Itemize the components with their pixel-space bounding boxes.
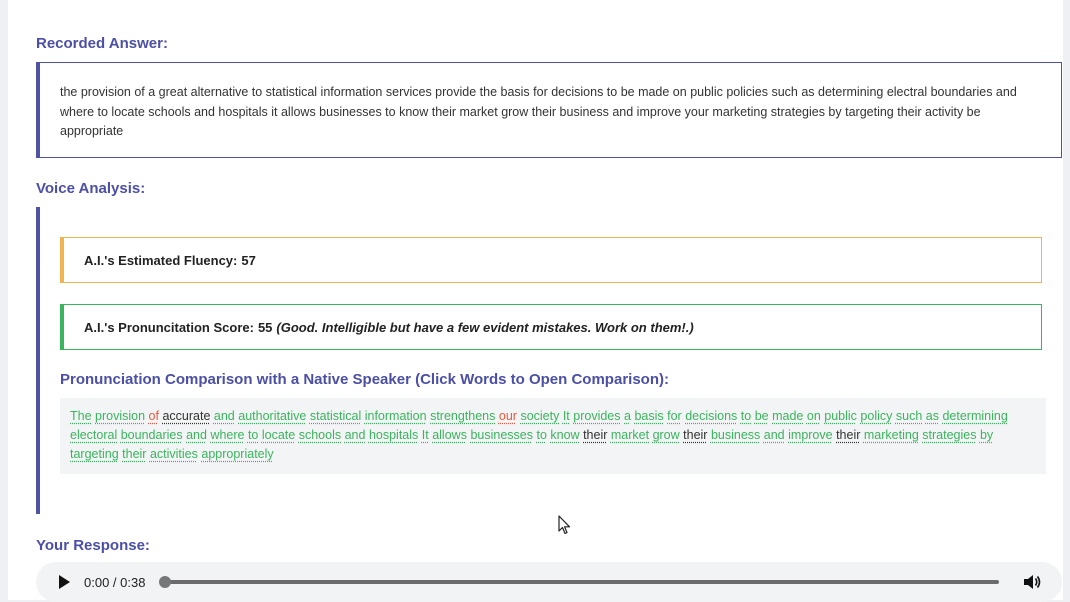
comparison-word[interactable]: marketing [863, 428, 919, 442]
play-icon [58, 575, 70, 589]
audio-player [36, 562, 1062, 602]
comparison-word[interactable]: accurate [162, 409, 211, 423]
comparison-word[interactable]: It [562, 409, 570, 423]
comparison-word[interactable]: and [186, 428, 207, 442]
main-panel [8, 0, 1063, 600]
analysis-accent-bar [36, 207, 40, 514]
comparison-word[interactable]: their [583, 428, 608, 442]
pronunciation-box [60, 304, 1042, 350]
comparison-word[interactable]: on [806, 409, 821, 423]
recorded-answer-title: Recorded Answer: [36, 35, 168, 52]
comparison-word[interactable]: appropriately [201, 447, 274, 461]
volume-button[interactable] [1019, 568, 1047, 596]
pronunciation-comment: (Good. Intelligible but have a few evident mistakes. Work on them!.) [276, 319, 694, 335]
comparison-word[interactable]: electoral [70, 428, 118, 442]
comparison-word[interactable]: a [624, 409, 631, 423]
time-display: 0:00 / 0:38 [84, 574, 146, 590]
comparison-word[interactable]: allows [432, 428, 467, 442]
recorded-answer-text: the provision of a great alternative to statistical information services provide the basis for decisions to be made on public policies such as determining electral boundaries and where to locate schools and hospitals it allows businesses to know their market grow their business and improve your marketing strategies by targeting their activity be appropriate [60, 85, 1017, 138]
comparison-word[interactable]: statistical [309, 409, 362, 423]
comparison-word[interactable]: to [536, 428, 547, 442]
comparison-word[interactable]: It [421, 428, 429, 442]
comparison-word[interactable]: to [740, 409, 752, 423]
comparison-word[interactable]: activities [149, 447, 198, 461]
comparison-word[interactable]: strategies [922, 428, 977, 442]
comparison-word[interactable]: determining [942, 409, 1008, 423]
comparison-word[interactable]: boundaries [120, 428, 183, 442]
comparison-word[interactable]: information [364, 409, 427, 423]
your-response-title: Your Response: [36, 537, 150, 554]
comparison-words-box [60, 398, 1046, 474]
comparison-word[interactable]: improve [788, 428, 833, 442]
mouse-cursor-icon [558, 515, 572, 535]
comparison-word[interactable]: know [550, 428, 580, 442]
comparison-word[interactable]: their [122, 447, 147, 461]
fluency-box [60, 237, 1042, 283]
comparison-word[interactable]: schools [298, 428, 342, 442]
comparison-word[interactable]: our [498, 409, 517, 423]
recorded-answer-box [36, 62, 1062, 158]
comparison-word[interactable]: by [979, 428, 994, 442]
comparison-word[interactable]: and [763, 428, 785, 442]
comparison-title: Pronunciation Comparison with a Native Speaker (Click Words to Open Comparison): [60, 371, 669, 388]
comparison-word[interactable]: society [520, 409, 560, 423]
comparison-word[interactable]: public [824, 409, 857, 423]
comparison-word[interactable]: grow [652, 428, 680, 442]
comparison-word[interactable]: be [754, 409, 769, 423]
comparison-word[interactable]: for [667, 409, 682, 423]
comparison-word[interactable]: strengthens [430, 409, 496, 423]
fluency-label: A.I.'s Estimated Fluency: [84, 252, 238, 268]
comparison-word[interactable]: made [772, 409, 804, 423]
comparison-word[interactable]: businesses [470, 428, 533, 442]
comparison-word[interactable]: policy [860, 409, 893, 423]
volume-icon [1024, 574, 1042, 590]
pronunciation-value: 55 [257, 319, 273, 335]
comparison-word[interactable]: and [344, 428, 366, 442]
voice-analysis-title: Voice Analysis: [36, 180, 146, 197]
comparison-word[interactable]: basis [634, 409, 664, 423]
comparison-word[interactable]: as [925, 409, 939, 423]
comparison-word[interactable]: where [210, 428, 245, 442]
fluency-value: 57 [241, 252, 256, 268]
comparison-word[interactable]: locate [261, 428, 296, 442]
seek-bar[interactable] [165, 580, 999, 584]
comparison-word[interactable]: authoritative [238, 409, 307, 423]
comparison-word[interactable]: market [610, 428, 650, 442]
play-button[interactable] [46, 564, 82, 600]
comparison-word[interactable]: to [247, 428, 259, 442]
comparison-word[interactable]: and [213, 409, 235, 423]
comparison-word[interactable]: provides [573, 409, 621, 423]
comparison-word[interactable]: their [683, 428, 708, 442]
comparison-word[interactable]: business [710, 428, 761, 442]
comparison-word[interactable]: of [148, 409, 159, 423]
comparison-word[interactable]: such [895, 409, 923, 423]
comparison-word[interactable]: hospitals [368, 428, 419, 442]
comparison-word[interactable]: targeting [70, 447, 119, 461]
seek-thumb[interactable] [159, 576, 171, 588]
pronunciation-label: A.I.'s Pronuncitation Score: [84, 319, 254, 335]
comparison-word[interactable]: provision [95, 409, 146, 423]
comparison-word[interactable]: their [836, 428, 861, 442]
comparison-word[interactable]: The [70, 409, 92, 423]
comparison-word[interactable]: decisions [685, 409, 738, 423]
